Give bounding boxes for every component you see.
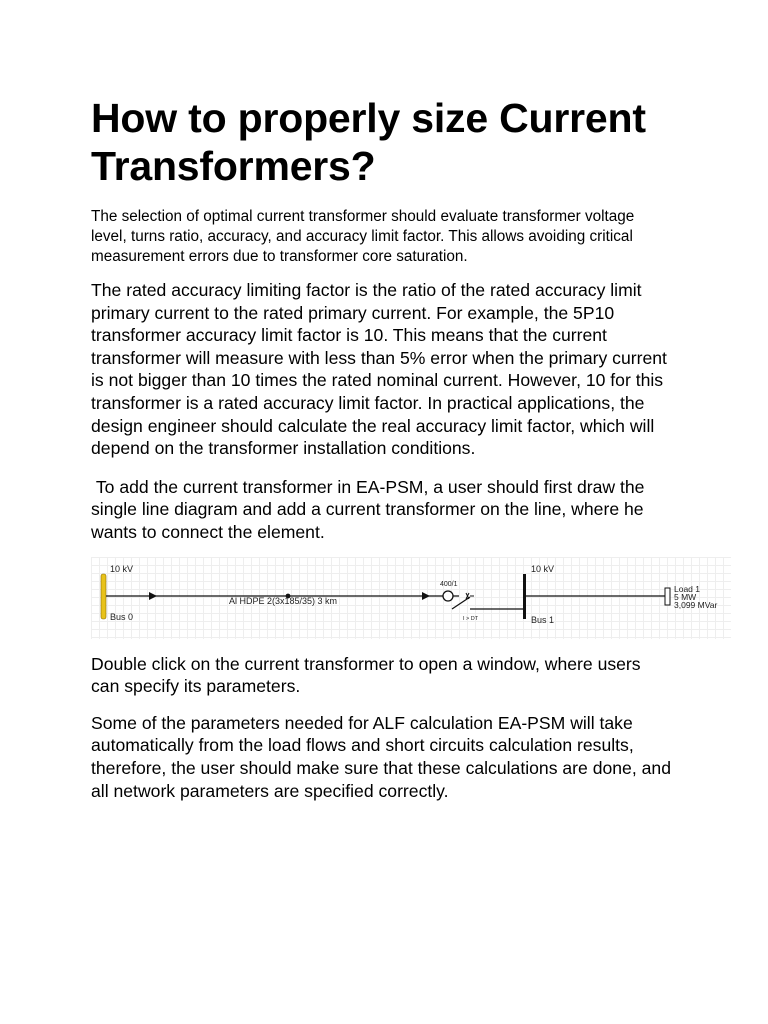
article: [91, 94, 718, 802]
bus1-bar[interactable]: [523, 574, 526, 619]
bus1-name-label: Bus 1: [531, 614, 555, 625]
paragraph-alf-parameters: Some of the parameters needed for ALF calculation EA-PSM will take automatically from the load flows and short circuits calculation results, therefore, the user should make sure that these calculations are done, and all network parameters are specified correctly.: [91, 712, 671, 801]
current-transformer-icon[interactable]: [443, 591, 453, 601]
paragraph-accuracy-limiting-factor: The rated accuracy limiting factor is the ratio of the rated accuracy limit primary current to the rated primary current. For example, the 5P10 transformer accuracy limit factor is 10. This means that the current transformer will measure with less than 5% error when the primary current is not bigger than 10 times the rated nominal current. However, 10 for this transformer is a rated accuracy limit factor. In practical applications, the design engineer should calculate the real accuracy limit factor, which will depend on the transformer installation conditions.: [91, 280, 667, 459]
page-title: How to properly size Current Transformers?: [91, 95, 646, 189]
lead-paragraph: The selection of optimal current transformer should evaluate transformer voltage level, turns ratio, accuracy, and accuracy limit factor. This allows avoiding critical measurement errors due to transformer core saturation.: [91, 208, 635, 265]
line-direction-arrow-icon: [149, 592, 157, 600]
load-active-power-label: 5 MW: [674, 591, 697, 602]
bus0-bar[interactable]: [101, 574, 106, 619]
paragraph-double-click: Double click on the current transformer to open a window, where users can specify its parameters.: [91, 653, 641, 697]
bus1-voltage-label: 10 kV: [531, 563, 555, 574]
paragraph-add-current-transformer: To add the current transformer in EA-PSM, a user should first draw the single line diagram and add a current transformer on the line, where he wants to connect the element.: [91, 476, 645, 542]
load-icon[interactable]: [665, 588, 670, 605]
cable-label: Al HDPE 2(3x185/35) 3 km: [229, 595, 338, 606]
single-line-diagram-svg: [91, 557, 731, 639]
protection-label: I > DT: [463, 615, 479, 622]
ct-ratio-label: 400/1: [440, 580, 458, 588]
circuit-breaker-icon[interactable]: [452, 597, 470, 609]
single-line-diagram: [91, 557, 731, 639]
ct-arrow-icon: [422, 592, 430, 600]
bus0-voltage-label: 10 kV: [110, 563, 134, 574]
load-name-label: Load 1: [674, 583, 700, 594]
load-reactive-power-label: 3,099 MVar: [674, 599, 718, 610]
bus0-name-label: Bus 0: [110, 611, 134, 622]
